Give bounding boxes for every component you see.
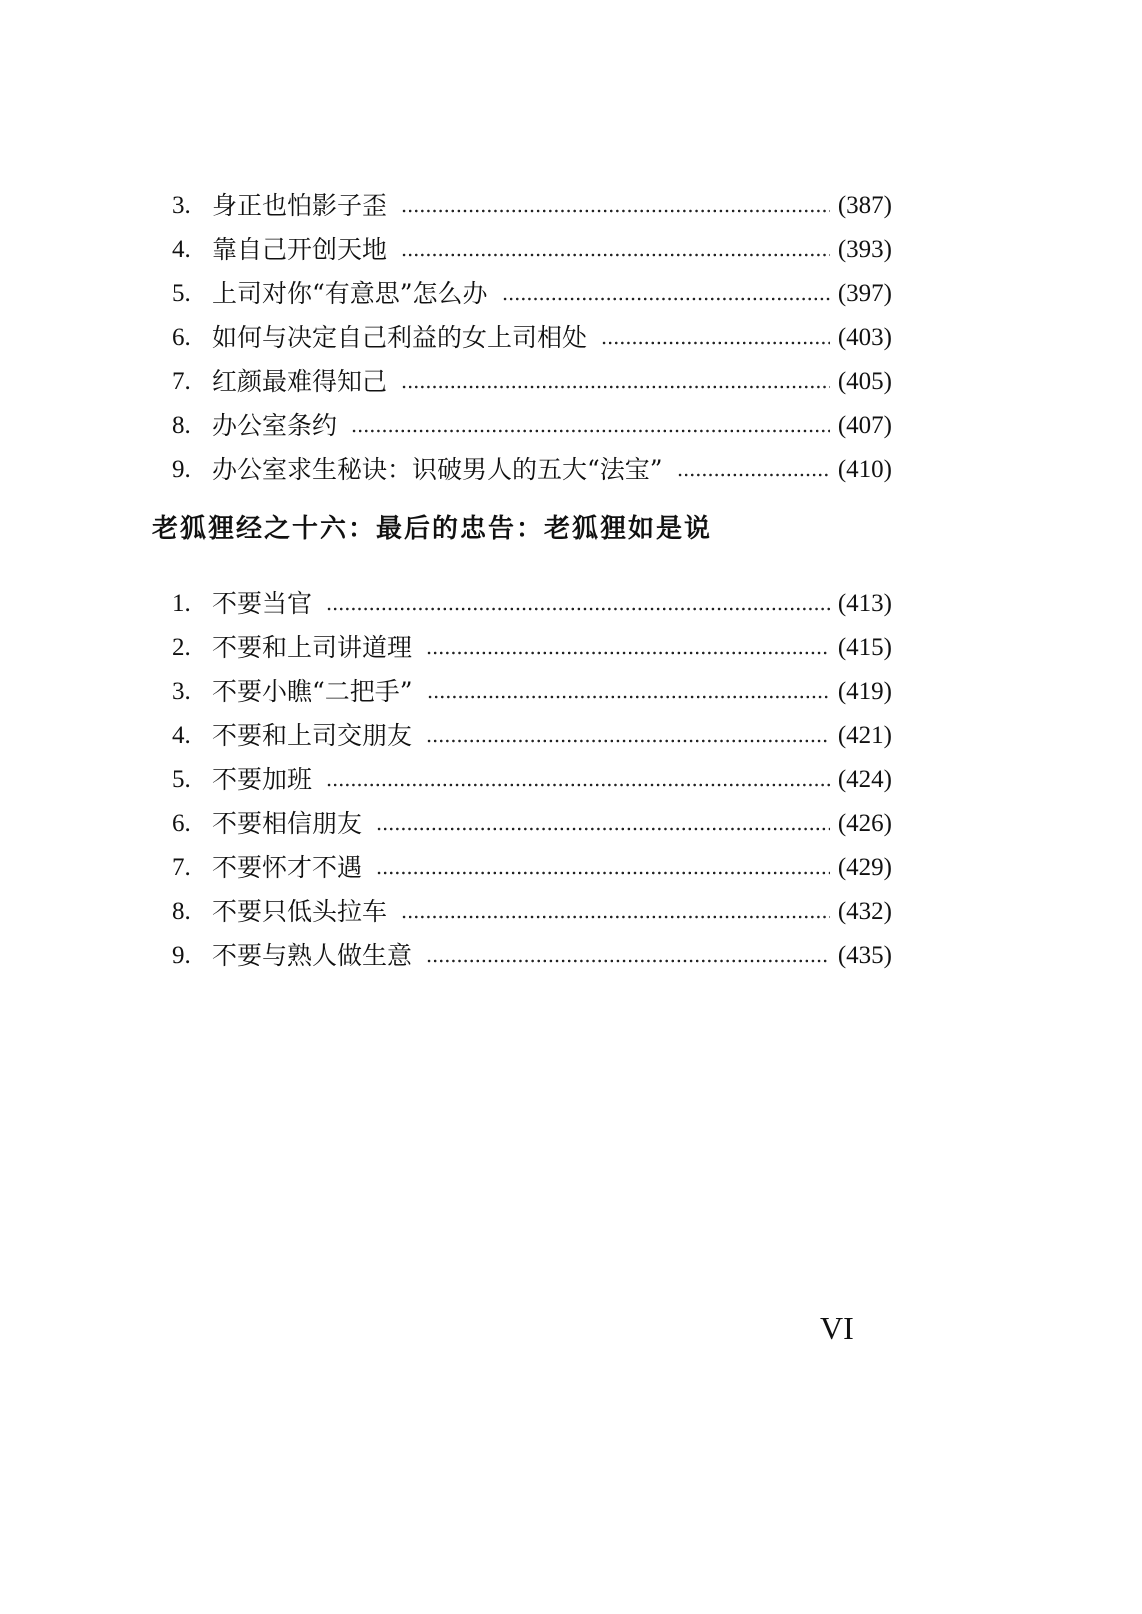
dot-leader (401, 253, 830, 257)
dot-leader (601, 341, 830, 345)
toc-entry-title: 不要与熟人做生意 (212, 940, 413, 970)
toc-entry-page: (393) (837, 235, 892, 263)
toc-entry-number: 6. (172, 809, 191, 837)
toc-entry-number: 2. (172, 633, 191, 661)
toc-entry[interactable] (172, 359, 892, 403)
toc-entry[interactable] (172, 227, 892, 271)
toc-entry-number: 1. (172, 589, 191, 617)
toc-entry-page: (403) (837, 323, 892, 351)
toc-entry[interactable] (172, 625, 892, 669)
toc-entry[interactable] (172, 183, 892, 227)
toc-entry-title: 不要相信朋友 (212, 808, 363, 838)
toc-entry-number: 9. (172, 941, 191, 969)
toc-list-section-a (172, 183, 892, 491)
dot-leader (376, 871, 830, 875)
toc-entry-page: (407) (837, 411, 892, 439)
dot-leader (351, 429, 830, 433)
toc-entry-title: 不要怀才不遇 (212, 852, 363, 882)
toc-entry-title: 不要只低头拉车 (212, 896, 388, 926)
toc-entry-title: 不要当官 (212, 588, 313, 618)
toc-entry-title: 上司对你“有意思”怎么办 (212, 278, 488, 308)
dot-leader (426, 739, 830, 743)
dot-leader (427, 695, 830, 699)
dot-leader (401, 209, 830, 213)
toc-entry-page: (405) (837, 367, 892, 395)
toc-entry[interactable] (172, 713, 892, 757)
toc-entry-title: 如何与决定自己利益的女上司相处 (212, 322, 588, 352)
page-number: VI (820, 1310, 854, 1346)
toc-entry-number: 7. (172, 367, 191, 395)
toc-entry-title: 不要和上司讲道理 (212, 632, 413, 662)
dot-leader (426, 959, 830, 963)
dot-leader (376, 827, 830, 831)
toc-entry-page: (426) (837, 809, 892, 837)
toc-entry-number: 4. (172, 721, 191, 749)
toc-entry-page: (410) (837, 455, 892, 483)
toc-entry-page: (387) (837, 191, 892, 219)
toc-entry-number: 5. (172, 765, 191, 793)
toc-entry-number: 5. (172, 279, 191, 307)
toc-entry-title: 办公室求生秘诀：识破男人的五大“法宝” (212, 454, 663, 484)
toc-entry[interactable] (172, 889, 892, 933)
toc-entry-number: 6. (172, 323, 191, 351)
toc-entry[interactable] (172, 669, 892, 713)
toc-entry-title: 红颜最难得知己 (212, 366, 388, 396)
toc-entry-page: (397) (837, 279, 892, 307)
dot-leader (401, 915, 830, 919)
toc-entry-number: 9. (172, 455, 191, 483)
dot-leader (677, 473, 830, 477)
toc-entry-page: (424) (837, 765, 892, 793)
toc-entry-title: 不要和上司交朋友 (212, 720, 413, 750)
toc-entry-page: (429) (837, 853, 892, 881)
toc-entry-page: (432) (837, 897, 892, 925)
dot-leader (326, 607, 830, 611)
toc-entry[interactable] (172, 801, 892, 845)
toc-list-section-b (172, 581, 892, 977)
toc-entry-page: (413) (837, 589, 892, 617)
toc-entry-number: 8. (172, 897, 191, 925)
toc-entry-number: 7. (172, 853, 191, 881)
toc-entry-title: 办公室条约 (212, 410, 338, 440)
toc-entry[interactable] (172, 845, 892, 889)
section-heading: 老狐狸经之十六：最后的忠告：老狐狸如是说 (152, 514, 713, 544)
toc-entry[interactable] (172, 757, 892, 801)
dot-leader (326, 783, 830, 787)
toc-entry-page: (421) (837, 721, 892, 749)
toc-entry-title: 身正也怕影子歪 (212, 190, 388, 220)
toc-entry-page: (415) (837, 633, 892, 661)
dot-leader (401, 385, 830, 389)
toc-entry-title: 不要小瞧“二把手” (212, 676, 413, 706)
toc-entry-number: 8. (172, 411, 191, 439)
toc-entry[interactable] (172, 581, 892, 625)
toc-entry[interactable] (172, 271, 892, 315)
toc-entry-number: 4. (172, 235, 191, 263)
toc-entry-page: (419) (837, 677, 892, 705)
toc-entry-number: 3. (172, 191, 191, 219)
toc-entry-title: 不要加班 (212, 764, 313, 794)
toc-entry-title: 靠自己开创天地 (212, 234, 388, 264)
dot-leader (502, 297, 830, 301)
toc-entry[interactable] (172, 447, 892, 491)
toc-entry[interactable] (172, 315, 892, 359)
toc-entry-page: (435) (837, 941, 892, 969)
toc-entry[interactable] (172, 403, 892, 447)
toc-entry[interactable] (172, 933, 892, 977)
toc-entry-number: 3. (172, 677, 191, 705)
dot-leader (426, 651, 830, 655)
